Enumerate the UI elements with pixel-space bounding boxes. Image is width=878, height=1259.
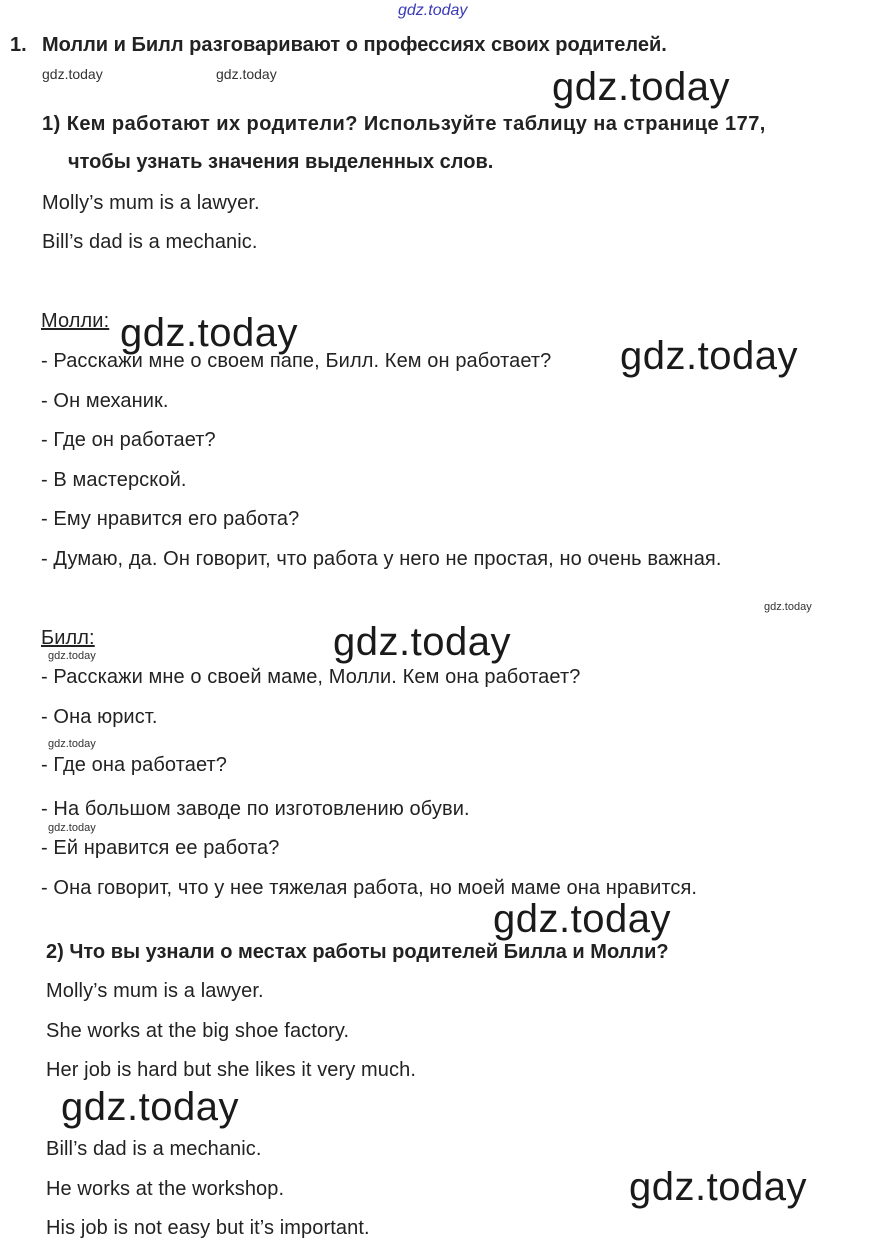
watermark-small: gdz.today — [48, 738, 96, 750]
dialog-line: - Ей нравится ее работа? — [41, 837, 280, 859]
dialog-line: - Он механик. — [41, 390, 169, 412]
watermark-large: gdz.today — [333, 620, 511, 664]
part1-answer: Molly’s mum is a lawyer. — [42, 192, 260, 214]
dialog-line: - В мастерской. — [41, 469, 187, 491]
dialog-line: - Думаю, да. Он говорит, что работа у него не простая, но очень важная. — [41, 548, 722, 570]
task-title: Молли и Билл разговаривают о профессиях своих родителей. — [42, 34, 667, 56]
watermark-top: gdz.today — [398, 2, 468, 19]
watermark-large: gdz.today — [620, 334, 798, 378]
watermark-small: gdz.today — [42, 66, 103, 82]
part2-answer: Her job is hard but she likes it very much. — [46, 1059, 417, 1081]
part1-heading-line2: чтобы узнать значения выделенных слов. — [68, 151, 494, 173]
watermark-large: gdz.today — [629, 1165, 807, 1209]
part2-heading: 2) Что вы узнали о местах работы родителей Билла и Молли? — [46, 941, 669, 963]
part2-answer: He works at the workshop. — [46, 1178, 285, 1200]
dialog-line: - Расскажи мне о своем папе, Билл. Кем он работает? — [41, 350, 552, 372]
part1-heading-line1: 1) Кем работают их родители? Используйте таблицу на странице 177, — [42, 113, 766, 135]
task-number: 1. — [10, 34, 27, 56]
dialog-line: - Ему нравится его работа? — [41, 508, 300, 530]
speaker-bill: Билл: — [41, 627, 95, 649]
watermark-large: gdz.today — [61, 1085, 239, 1129]
watermark-large: gdz.today — [493, 897, 671, 941]
part2-answer: Bill’s dad is a mechanic. — [46, 1138, 262, 1160]
part1-answer: Bill’s dad is a mechanic. — [42, 231, 258, 253]
watermark-large: gdz.today — [120, 311, 298, 355]
watermark-small: gdz.today — [48, 650, 96, 662]
part2-answer: Molly’s mum is a lawyer. — [46, 980, 264, 1002]
dialog-line: - Она говорит, что у нее тяжелая работа, но моей маме она нравится. — [41, 877, 698, 899]
watermark-large: gdz.today — [552, 65, 730, 109]
part2-answer: His job is not easy but it’s important. — [46, 1217, 370, 1239]
part2-answer: She works at the big shoe factory. — [46, 1020, 350, 1042]
dialog-line: - На большом заводе по изготовлению обуви. — [41, 798, 470, 820]
dialog-line: - Она юрист. — [41, 706, 158, 728]
watermark-small: gdz.today — [764, 601, 812, 613]
dialog-line: - Где она работает? — [41, 754, 227, 776]
watermark-small: gdz.today — [216, 66, 277, 82]
watermark-small: gdz.today — [48, 822, 96, 834]
dialog-line: - Где он работает? — [41, 429, 216, 451]
dialog-line: - Расскажи мне о своей маме, Молли. Кем она работает? — [41, 666, 581, 688]
speaker-molly: Молли: — [41, 310, 110, 332]
